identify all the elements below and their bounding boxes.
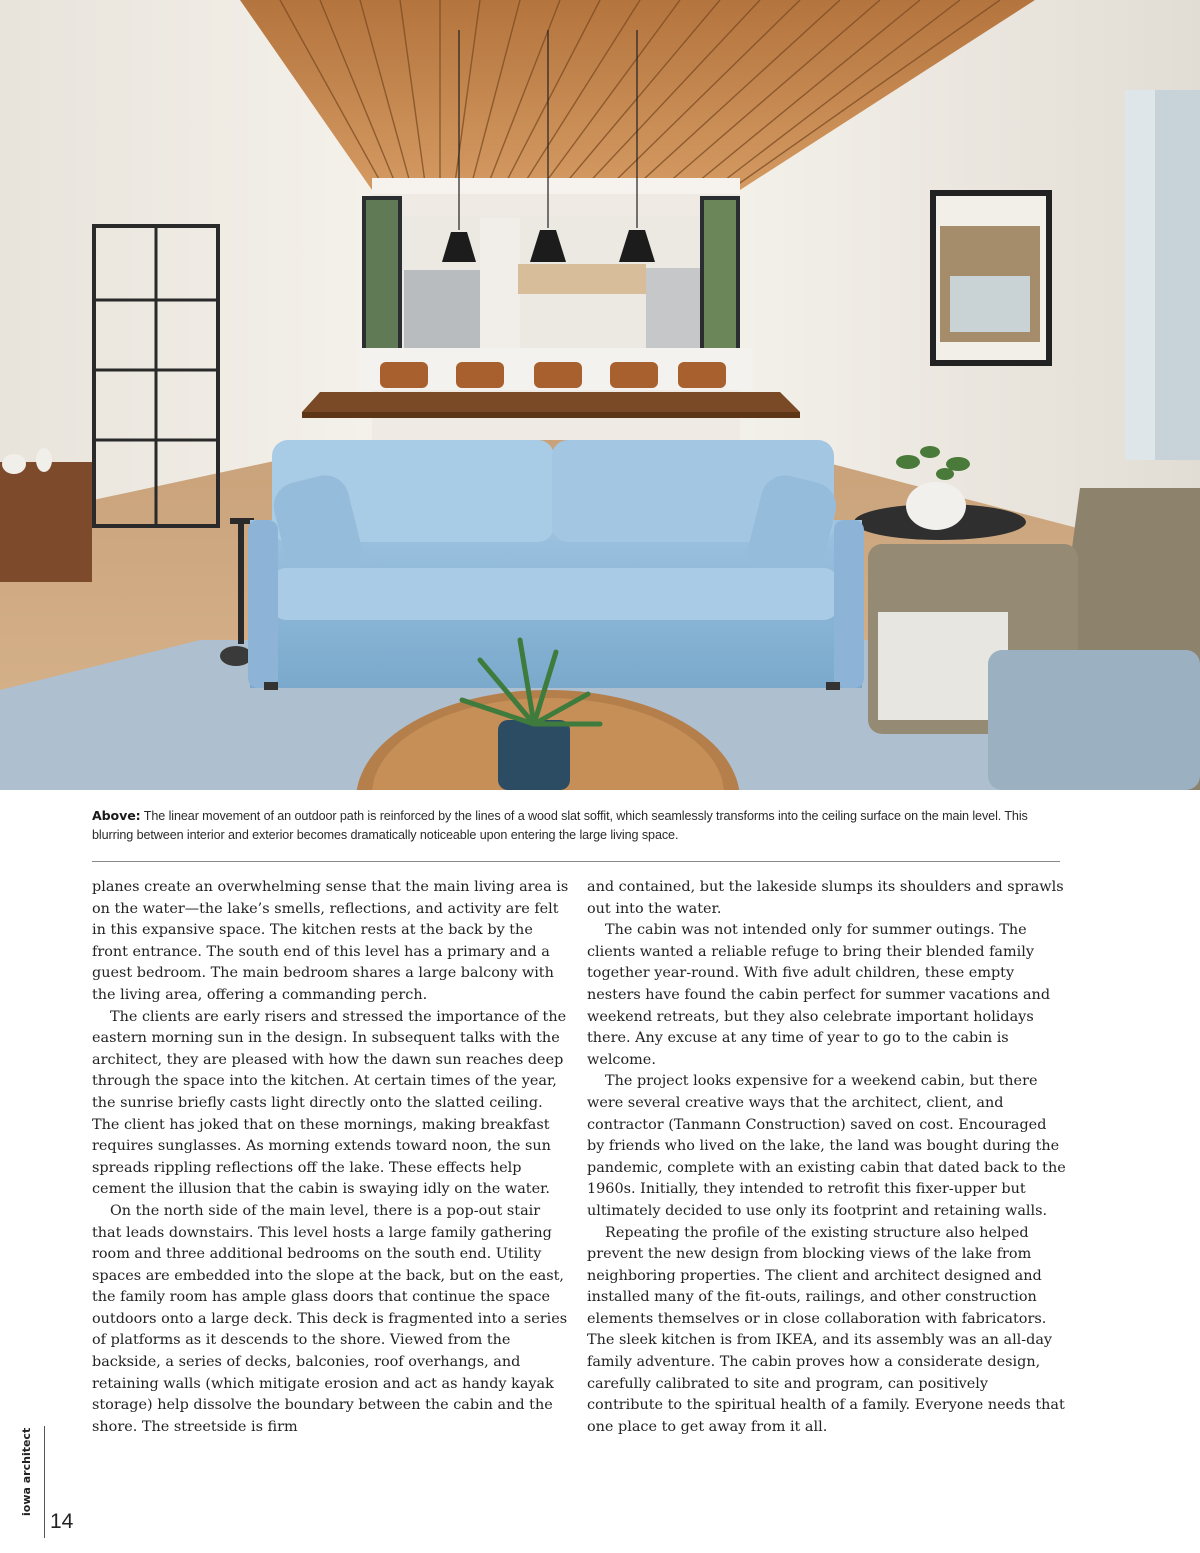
article-column-right — [587, 877, 1067, 1438]
paragraph: Repeating the profile of the existing structure also helped prevent the new design from blocking views of the lake from neighboring properties. The client and architect designed and installed many of the fit-outs, railings, and other construction elements themselves or in close collaboration with fabricators. The sleek kitchen is from IKEA, and its assembly was an all-day family adventure. The cabin proves how a considerate design, carefully calibrated to site and program, can positively contribute to the spiritual health of a family. Everyone needs that one place to get away from it all. — [587, 1224, 1065, 1435]
caption-divider — [92, 861, 1060, 862]
caption-lead: Above: — [92, 808, 141, 823]
caption-text: The linear movement of an outdoor path is reinforced by the lines of a wood slat soffit, which seamlessly transforms into the ceiling surface on the main level. This blurring between interior and exterior becomes dramatically noticeable upon entering the large living space. — [92, 809, 1028, 842]
paragraph: The project looks expensive for a weekend cabin, but there were several creative ways that the architect, client, and contractor (Tanmann Construction) saved on cost. Encouraged by friends who lived on the lake, the land was bought during the pandemic, complete with an existing cabin that dated back to the 1960s. Initially, they intended to retrofit this fixer-upper but ultimately decided to use only its footprint and retaining walls. — [587, 1073, 1066, 1219]
paragraph: The clients are early risers and stressed the importance of the eastern morning sun in the design. In subsequent talks with the architect, they are pleased with how the dawn sun reaches deep through the space into the kitchen. At certain times of the year, the sunrise briefly casts light directly onto the slatted ceiling. The client has joked that on these mornings, making breakfast requires sunglasses. As morning extends toward noon, the sun spreads rippling reflections off the lake. These effects help cement the illusion that the cabin is swaying idly on the water. — [92, 1008, 567, 1198]
paragraph: On the north side of the main level, there is a pop-out stair that leads downstairs. This level hosts a large family gathering room and three additional bedrooms on the south end. Utility spaces are embedded into the slope at the back, but on the east, the family room has ample glass doors that continue the space outdoors onto a large deck. This deck is fragmented into a series of platforms as it descends to the shore. Viewed from the backside, a series of decks, balconies, roof overhangs, and retaining walls (which mitigate erosion and act as handy kayak storage) help dissolve the boundary between the cabin and the shore. The streetside is firm — [92, 1202, 568, 1435]
article-column-left — [92, 877, 572, 1438]
folio-divider — [44, 1426, 45, 1538]
page-number: 14 — [50, 1510, 74, 1533]
paragraph: planes create an overwhelming sense that the main living area is on the water—the lake’s smells, reflections, and activity are felt in this expansive space. The kitchen rests at the back by the front entrance. The south end of this level has a primary and a guest bedroom. The main bedroom shares a large balcony with the living area, offering a commanding perch. — [92, 879, 569, 1003]
paragraph: and contained, but the lakeside slumps its shoulders and sprawls out into the water. — [587, 879, 1064, 917]
photo-caption — [92, 806, 1060, 845]
publication-name: iowa architect — [20, 1427, 33, 1516]
paragraph: The cabin was not intended only for summer outings. The clients wanted a reliable refuge to bring their blended family together year-round. With five adult children, these empty nesters have found the cabin perfect for summer vacations and weekend retreats, but they also celebrate important holidays there. Any excuse at any time of year to go to the cabin is welcome. — [587, 922, 1051, 1068]
